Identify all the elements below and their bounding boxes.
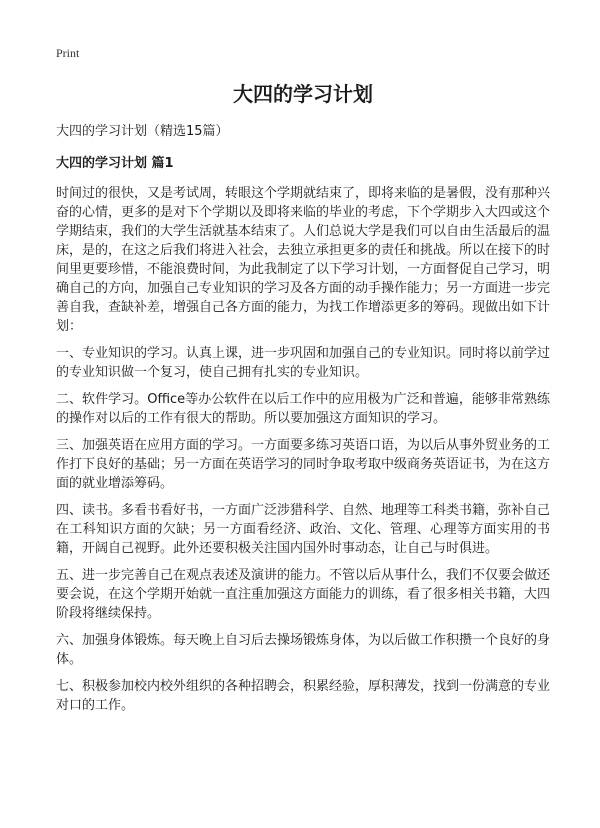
plan-item-paragraph: 七、积极参加校内校外组织的各种招聘会，积累经验，厚积薄发，找到一份满意的专业对口的工作。 — [56, 679, 551, 713]
section-heading: 大四的学习计划 篇1 — [56, 156, 174, 171]
document-subtitle: 大四的学习计划（精选15篇） — [56, 124, 229, 139]
page-title: 大四的学习计划 — [233, 82, 373, 106]
document-page — [56, 44, 550, 715]
plan-item-paragraph: 六、加强身体锻炼。每天晚上自习后去操场锻炼身体，为以后做工作积攒一个良好的身体。 — [56, 633, 551, 667]
plan-item-paragraph: 一、专业知识的学习。认真上课，进一步巩固和加强自己的专业知识。同时将以前学过的专业知识做一个复习，使自己拥有扎实的专业知识。 — [56, 346, 551, 380]
plan-item-paragraph: 五、进一步完善自己在观点表述及演讲的能力。不管以后从事什么，我们不仅要会做还要会说，在这个学期开始就一直注重加强这方面能力的训练，看了很多相关书籍，大四阶段将继续保持。 — [56, 568, 551, 621]
plan-item-paragraph: 四、读书。多看书看好书，一方面广泛涉猎科学、自然、地理等工科类书籍，弥补自己在工科知识方面的欠缺；另一方面看经济、政治、文化、管理、心理等方面实用的书籍，开阔自己视野。此外还要积极关注国内国外时事动态，让自己与时俱进。 — [56, 503, 551, 556]
print-link[interactable]: Print — [56, 46, 80, 60]
intro-paragraph: 时间过的很快，又是考试周，转眼这个学期就结束了，即将来临的是暑假，没有那种兴奋的心情，更多的是对下个学期以及即将来临的毕业的考虑，下个学期步入大四或这个学期结束，我们的大学生活就基本结束了。人们总说大学是我们可以自由生活最后的温床，是的，在这之后我们将进入社会，去独立承担更多的责任和挑战。所以在接下的时间里更要珍惜，不能浪费时间，为此我制定了以下学习计划，一方面督促自己学习，明确自己的方向，加强自己专业知识的学习及各方面的动手操作能力；另一方面进一步完善自我，查缺补差，增强自己各方面的能力，为找工作增添更多的筹码。现做出如下计划： — [56, 186, 551, 334]
plan-item-paragraph: 二、软件学习。Office等办公软件在以后工作中的应用极为广泛和普遍，能够非常熟练的操作对以后的工作有很大的帮助。所以要加强这方面知识的学习。 — [56, 392, 550, 426]
plan-item-paragraph: 三、加强英语在应用方面的学习。一方面要多练习英语口语，为以后从事外贸业务的工作打下良好的基础；另一方面在英语学习的同时争取考取中级商务英语证书，为在这方面的就业增添筹码。 — [56, 438, 551, 491]
